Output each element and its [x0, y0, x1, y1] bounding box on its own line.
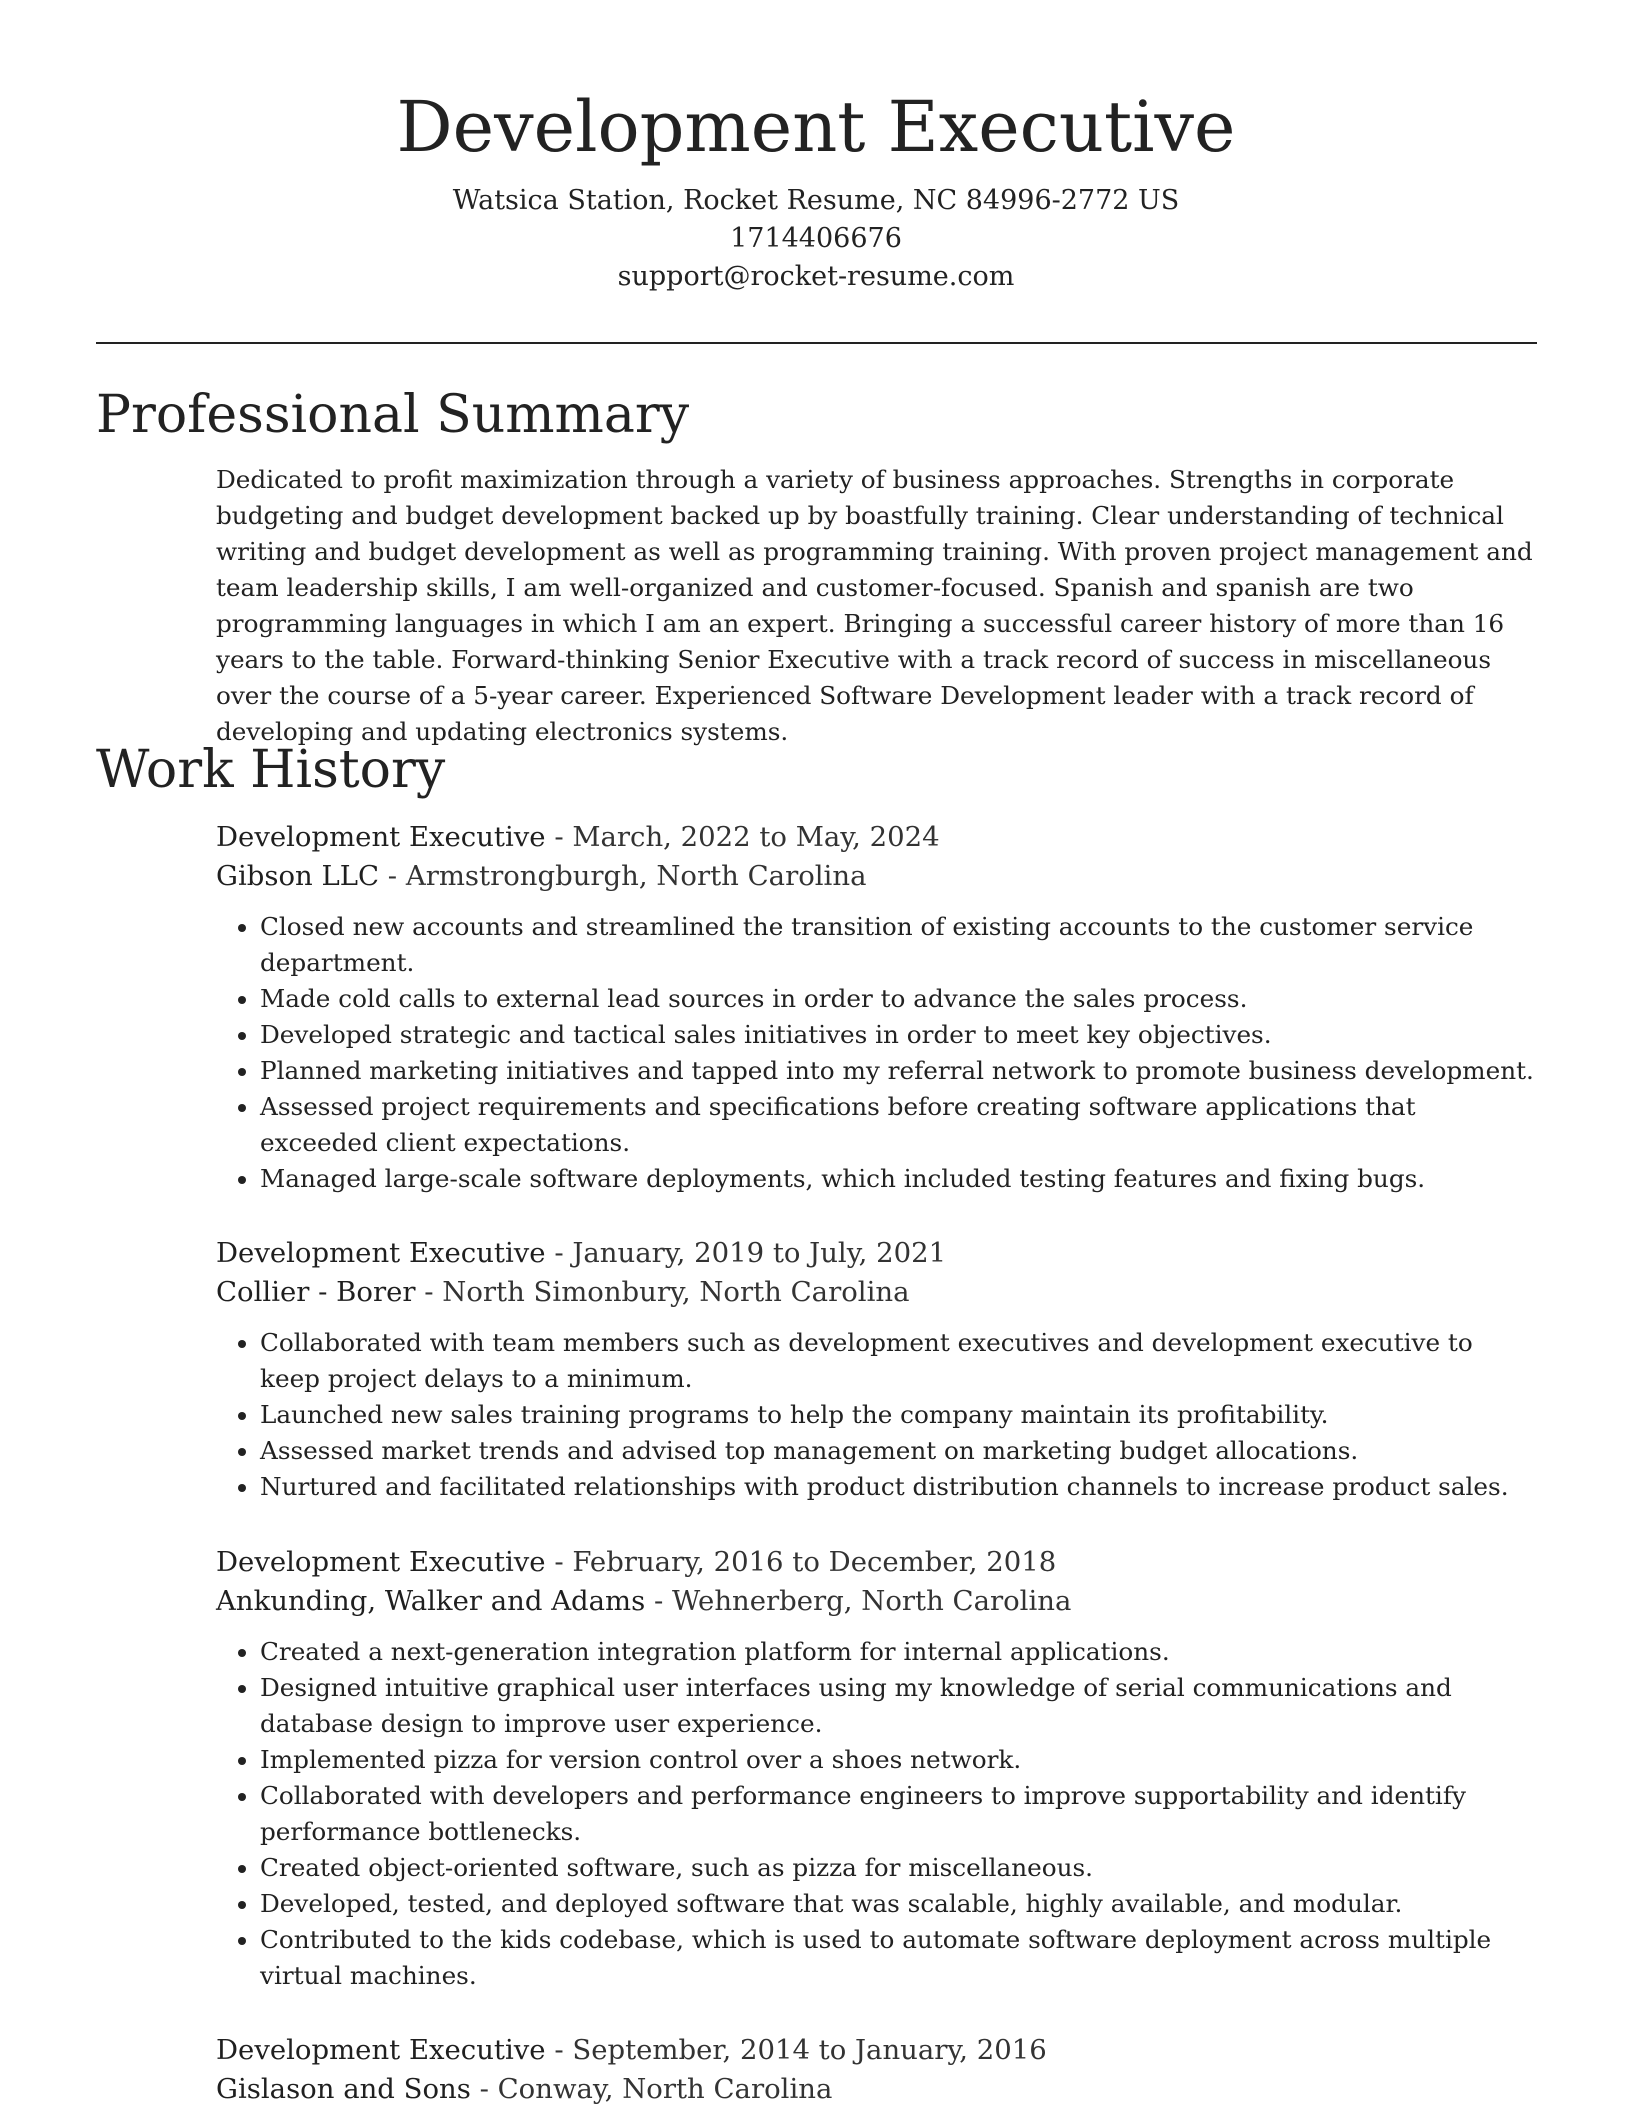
job-bullet: • Collaborated with developers and performance engineers to improve supportability and identify performance bottlenecks. [260, 1778, 1538, 1850]
job-title: Development Executive [216, 2034, 546, 2066]
job-company: Collier - Borer [216, 1276, 416, 1308]
job-bullet: • Nurtured and facilitated relationships with product distribution channels to increase product sales. [260, 1469, 1538, 1505]
job-company-line [216, 857, 1538, 896]
job-bullet: • Made cold calls to external lead sources in order to advance the sales process. [260, 981, 1538, 1017]
job-company: Ankunding, Walker and Adams [216, 1585, 646, 1617]
job-bullet: • Planned marketing initiatives and tapped into my referral network to promote business development. [260, 1053, 1538, 1089]
job-bullet: • Assessed market trends and advised top management on marketing budget allocations. [260, 1433, 1538, 1469]
job-title: Development Executive [216, 1237, 546, 1269]
job-bullet: • Assessed project requirements and specifications before creating software applications that exceeded client expectations. [260, 1089, 1538, 1161]
job-entry [216, 2031, 1538, 2109]
job-location: - North Simonbury, North Carolina [415, 1276, 910, 1308]
job-location: - Wehnerberg, North Carolina [645, 1585, 1072, 1617]
contact-info [0, 182, 1632, 296]
job-title-line [216, 1234, 1538, 1273]
header-divider [96, 342, 1537, 344]
job-bullet: • Developed strategic and tactical sales initiatives in order to meet key objectives. [260, 1017, 1538, 1053]
job-title-line [216, 2031, 1538, 2070]
candidate-name: Development Executive [396, 86, 1236, 168]
job-bullets [216, 1634, 1538, 1994]
email-address: support@rocket-resume.com [617, 261, 1015, 292]
job-bullet: • Closed new accounts and streamlined the transition of existing accounts to the customer service department. [260, 909, 1538, 981]
job-entry [216, 818, 1538, 1197]
job-location: - Armstrongburgh, North Carolina [379, 860, 867, 892]
job-bullet: • Designed intuitive graphical user interfaces using my knowledge of serial communications and database design to improve user experience. [260, 1670, 1538, 1742]
job-company: Gibson LLC [216, 860, 380, 892]
job-dates: - September, 2014 to January, 2016 [545, 2034, 1047, 2066]
job-bullet: • Created object-oriented software, such as pizza for miscellaneous. [260, 1850, 1538, 1886]
resume-header [0, 82, 1632, 296]
job-title: Development Executive [216, 821, 546, 853]
summary-text: Dedicated to profit maximization through a variety of business approaches. Strengths in corporate budgeting and budget development backed up by boastfully training. Clear understanding of technical writing and budget development as well as programming training. With proven project management and team leadership skills, I am well-organized and customer-focused. Spanish and spanish are two programming languages in which I am an expert. Bringing a successful career history of more than 16 years to the table. Forward-thinking Senior Executive with a track record of success in miscellaneous over the course of a 5-year career. Experienced Software Development leader with a track record of developing and updating electronics systems. [216, 465, 1533, 746]
job-title: Development Executive [216, 1546, 546, 1578]
job-bullet: • Implemented pizza for version control over a shoes network. [260, 1742, 1538, 1778]
address: Watsica Station, Rocket Resume, NC 84996-2772 US [452, 185, 1180, 216]
job-title-line [216, 1543, 1538, 1582]
job-dates: - February, 2016 to December, 2018 [545, 1546, 1057, 1578]
job-bullet: • Launched new sales training programs to help the company maintain its profitability. [260, 1397, 1538, 1433]
job-bullet: • Developed, tested, and deployed software that was scalable, highly available, and modular. [260, 1886, 1538, 1922]
job-company: Gislason and Sons [216, 2073, 471, 2105]
job-bullet: • Created a next-generation integration platform for internal applications. [260, 1634, 1538, 1670]
job-company-line [216, 2070, 1538, 2109]
job-bullets [216, 1325, 1538, 1505]
job-location: - Conway, North Carolina [470, 2073, 833, 2105]
job-company-line [216, 1273, 1538, 1312]
job-entry [216, 1234, 1538, 1505]
job-bullets [216, 909, 1538, 1197]
job-company-line [216, 1582, 1538, 1621]
summary-heading: Professional Summary [96, 385, 690, 445]
phone-number: 1714406676 [730, 223, 902, 254]
job-bullet: • Collaborated with team members such as development executives and development executive to keep project delays to a minimum. [260, 1325, 1538, 1397]
job-title-line [216, 818, 1538, 857]
job-bullet: • Contributed to the kids codebase, which is used to automate software deployment across multiple virtual machines. [260, 1922, 1538, 1994]
job-dates: - January, 2019 to July, 2021 [545, 1237, 947, 1269]
work-history-heading: Work History [96, 740, 446, 800]
job-bullet: • Managed large-scale software deployments, which included testing features and fixing bugs. [260, 1161, 1538, 1197]
job-entry [216, 1543, 1538, 1994]
job-dates: - March, 2022 to May, 2024 [545, 821, 940, 853]
